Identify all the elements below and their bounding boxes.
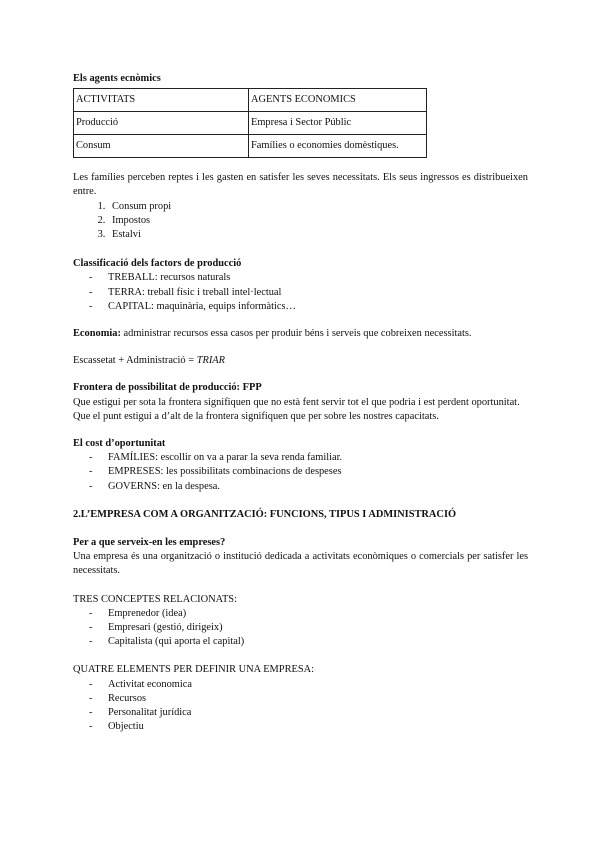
quatre-list [73, 678, 528, 735]
section-heading-quatre: QUATRE ELEMENTS PER DEFINIR UNA EMPRESA: [73, 664, 315, 676]
dash-bullet: - [89, 286, 93, 298]
table-header-cell: AGENTS ECONOMICS [249, 89, 427, 112]
cost-list [73, 451, 528, 494]
list-item-text: EMPRESES: les possibilitats combinacions de despeses [108, 466, 342, 478]
table-cell: Producció [74, 112, 249, 135]
section-heading-empresa: 2.L’EMPRESA COM A ORGANITZACIÓ: FUNCIONS, TIPUS I ADMINISTRACIÓ [73, 508, 457, 520]
economia-definition [73, 327, 528, 341]
dash-bullet: - [89, 272, 93, 284]
factors-list [73, 271, 528, 314]
list-item [89, 678, 528, 692]
economia-term: Economia: [73, 328, 121, 340]
formula-line [73, 354, 528, 368]
list-item: 1. Consum propi [108, 200, 528, 214]
table-row [74, 135, 427, 158]
table-header-cell: ACTIVITATS [74, 89, 249, 112]
list-item-text: Recursos [108, 692, 147, 704]
list-item [89, 621, 528, 635]
list-item [89, 480, 528, 494]
dash-bullet: - [89, 692, 93, 704]
list-item [89, 271, 528, 285]
list-item-text: Capitalista (qui aporta el capital) [108, 636, 245, 648]
list-item [89, 706, 528, 720]
dash-bullet: - [89, 622, 93, 634]
list-item [89, 465, 528, 479]
list-item [89, 720, 528, 734]
list-item-text: Emprenedor (idea) [108, 607, 187, 619]
list-item-text: Personalitat jurídica [108, 707, 192, 719]
list-item: 3. Estalvi [108, 228, 528, 242]
dash-bullet: - [89, 466, 93, 478]
agents-table [73, 88, 427, 158]
list-item-text: TERRA: treball físic i treball intel·lectual [108, 286, 282, 298]
list-item-text: Empresari (gestió, dirigeix) [108, 622, 223, 634]
question-heading: Per a que serveix-en les empreses? [73, 537, 226, 549]
list-item [89, 635, 528, 649]
dash-bullet: - [89, 678, 93, 690]
list-item-text: Activitat economica [108, 678, 192, 690]
dash-bullet: - [89, 721, 93, 733]
dash-bullet: - [89, 452, 93, 464]
document-page [73, 72, 528, 735]
table-header-row [74, 89, 427, 112]
list-item-text: FAMÍLIES: escollir on va a parar la seva renda familiar. [108, 452, 343, 464]
empresa-paragraph: Una empresa és una organització o institució dedicada a activitats econòmiques o comercials per satisfer les necessitats. [73, 551, 528, 577]
formula-text: Escassetat + Administració = [73, 355, 197, 367]
families-paragraph: Les famílies perceben reptes i les gasten en satisfer les seves necessitats. Els seus ingressos es distribueixen entre. [73, 172, 528, 198]
list-item [89, 692, 528, 706]
table-row [74, 112, 427, 135]
formula-result: TRIAR [196, 355, 225, 367]
section-heading-agents: Els agents ecnòmics [73, 73, 161, 84]
list-item-text: TREBALL: recursos naturals [108, 272, 231, 284]
dash-bullet: - [89, 707, 93, 719]
list-item [89, 286, 528, 300]
table-cell: Empresa i Sector Públic [249, 112, 427, 135]
dash-bullet: - [89, 300, 93, 312]
list-item [89, 300, 528, 314]
dash-bullet: - [89, 480, 93, 492]
section-heading-tres: TRES CONCEPTES RELACIONATS: [73, 593, 237, 605]
list-item [89, 607, 528, 621]
list-item-text: GOVERNS: en la despesa. [108, 480, 220, 492]
section-heading-fpp: Frontera de possibilitat de producció: FPP [73, 382, 262, 394]
section-heading-cost: El cost d’oportunitat [73, 438, 166, 450]
fpp-paragraph-2: Que el punt estigui a d’alt de la frontera signifiquen que per sobre les nostres capacitats. [73, 410, 439, 422]
table-cell: Famílies o economies domèstiques. [249, 135, 427, 158]
tres-list [73, 607, 528, 650]
list-item-text: CAPITAL: maquinària, equips informàtics… [108, 300, 296, 312]
numbered-list [73, 200, 528, 243]
dash-bullet: - [89, 607, 93, 619]
dash-bullet: - [89, 636, 93, 648]
fpp-paragraph-1: Que estigui per sota la frontera signifiquen que no està fent servir tot el que podria i est perdent oportunitat. [73, 396, 520, 408]
economia-text: administrar recursos essa casos per produir béns i serveis que cobreixen necessitats. [120, 328, 472, 340]
table-cell: Consum [74, 135, 249, 158]
list-item: 2. Impostos [108, 214, 528, 228]
list-item [89, 451, 528, 465]
list-item-text: Objectiu [108, 721, 144, 733]
section-heading-factors: Classificació dels factors de producció [73, 258, 242, 270]
